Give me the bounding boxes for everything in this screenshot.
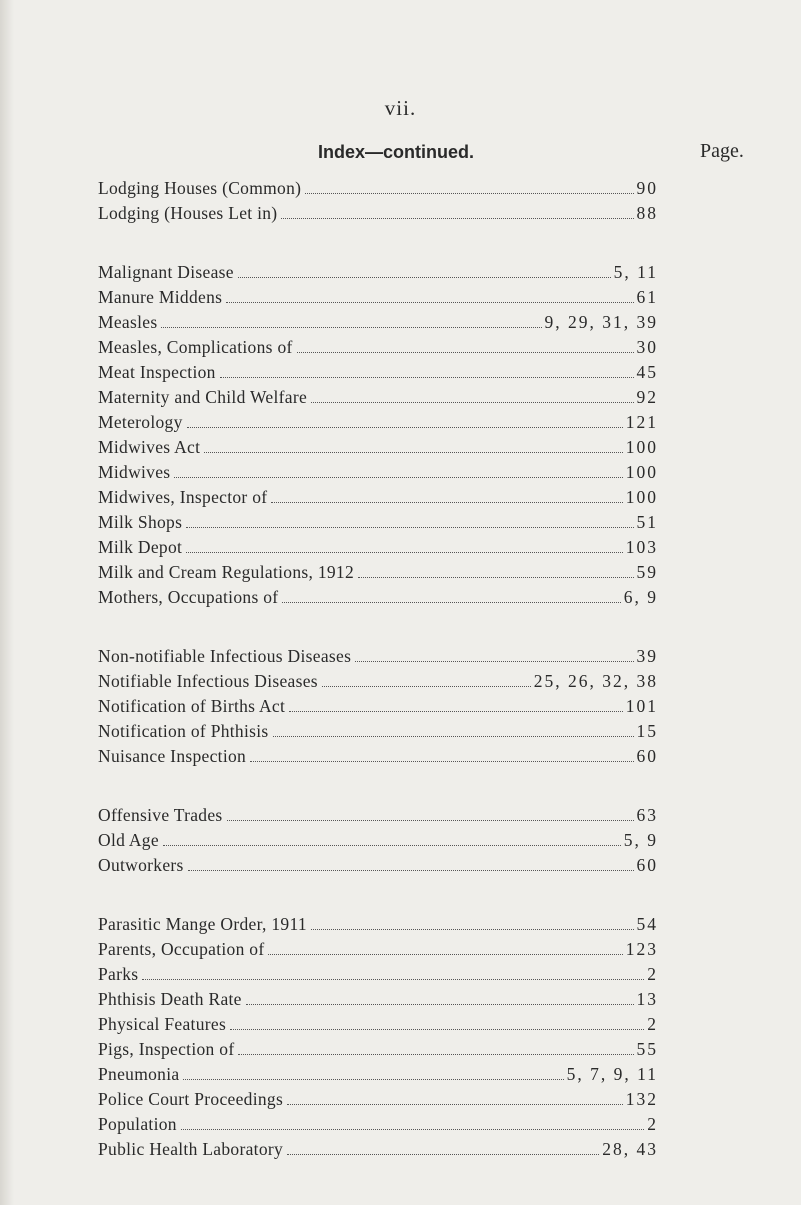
index-entry	[98, 437, 658, 462]
page-edge-shadow	[0, 0, 14, 1205]
index-entry	[98, 1089, 658, 1114]
entry-pages: 101	[625, 696, 658, 716]
entry-pages: 100	[625, 437, 658, 457]
entry-pages: 2	[647, 964, 658, 984]
entry-term: Notification of Phthisis	[98, 721, 269, 741]
index-entry	[98, 487, 658, 512]
index-heading: Index—continued.	[318, 142, 475, 162]
entry-pages: 88	[636, 203, 658, 223]
dot-leader	[268, 954, 622, 955]
entry-term: Notification of Births Act	[98, 696, 286, 716]
entry-pages: 51	[636, 512, 658, 532]
index-entry	[98, 562, 658, 587]
index-entry	[98, 939, 658, 964]
index-entry	[98, 587, 658, 612]
index-entry	[98, 1039, 658, 1064]
dot-leader	[230, 1029, 644, 1030]
index-entry	[98, 362, 658, 387]
entry-pages: 45	[636, 362, 658, 382]
index-entry	[98, 262, 658, 287]
entry-term: Measles, Complications of	[98, 337, 293, 357]
entry-pages: 28, 43	[602, 1139, 658, 1159]
dot-leader	[305, 193, 633, 194]
entry-pages: 60	[636, 855, 658, 875]
dot-leader	[281, 218, 633, 219]
index-entry	[98, 805, 658, 830]
dot-leader	[181, 1129, 644, 1130]
index-entry	[98, 512, 658, 537]
entry-term: Manure Middens	[98, 287, 223, 307]
dot-leader	[238, 277, 611, 278]
index-entry	[98, 964, 658, 989]
entry-pages: 30	[636, 337, 658, 357]
dot-leader	[186, 527, 633, 528]
entry-term: Population	[98, 1114, 177, 1134]
dot-leader	[287, 1104, 623, 1105]
index-entry	[98, 721, 658, 746]
entry-pages: 9, 29, 31, 39	[544, 312, 658, 332]
index-entry	[98, 1014, 658, 1039]
dot-leader	[188, 870, 634, 871]
entry-pages: 5, 7, 9, 11	[566, 1064, 658, 1084]
entry-term: Milk Shops	[98, 512, 183, 532]
index-entry	[98, 646, 658, 671]
entry-pages: 92	[636, 387, 658, 407]
entry-term: Meat Inspection	[98, 362, 216, 382]
index-group	[98, 646, 658, 771]
dot-leader	[227, 820, 634, 821]
entry-term: Notifiable Infectious Diseases	[98, 671, 318, 691]
dot-leader	[204, 452, 622, 453]
entry-pages: 5, 11	[613, 262, 658, 282]
entry-term: Malignant Disease	[98, 262, 234, 282]
dot-leader	[289, 711, 623, 712]
entry-pages: 60	[636, 746, 658, 766]
entry-pages: 54	[636, 914, 658, 934]
entry-pages: 2	[647, 1014, 658, 1034]
index-entry	[98, 914, 658, 939]
entry-pages: 132	[625, 1089, 658, 1109]
entry-pages: 100	[625, 487, 658, 507]
entry-pages: 59	[636, 562, 658, 582]
entry-term: Nuisance Inspection	[98, 746, 247, 766]
entry-term: Old Age	[98, 830, 159, 850]
group-separator	[98, 612, 658, 646]
index-entry	[98, 337, 658, 362]
group-separator	[98, 771, 658, 805]
index-entry	[98, 1064, 658, 1089]
entry-pages: 25, 26, 32, 38	[533, 671, 658, 691]
entry-pages: 39	[636, 646, 658, 666]
index-entry	[98, 1139, 658, 1164]
dot-leader	[273, 736, 634, 737]
dot-leader	[183, 1079, 563, 1080]
index-group	[98, 178, 658, 228]
entry-term: Milk Depot	[98, 537, 183, 557]
dot-leader	[355, 661, 633, 662]
index-entry	[98, 203, 658, 228]
index-entry	[98, 830, 658, 855]
entry-pages: 6, 9	[623, 587, 658, 607]
entry-term: Parks	[98, 964, 139, 984]
dot-leader	[220, 377, 634, 378]
entry-term: Mothers, Occupations of	[98, 587, 279, 607]
entry-pages: 123	[625, 939, 658, 959]
entry-pages: 90	[636, 178, 658, 198]
entry-term: Public Health Laboratory	[98, 1139, 284, 1159]
entry-term: Measles	[98, 312, 158, 332]
entry-pages: 63	[636, 805, 658, 825]
entry-term: Police Court Proceedings	[98, 1089, 284, 1109]
index-group	[98, 914, 658, 1164]
index-group	[98, 805, 658, 880]
index-entry	[98, 671, 658, 696]
entry-term: Pigs, Inspection of	[98, 1039, 235, 1059]
entry-pages: 61	[636, 287, 658, 307]
dot-leader	[271, 502, 622, 503]
entry-term: Lodging (Houses Let in)	[98, 203, 278, 223]
dot-leader	[358, 577, 633, 578]
entry-term: Parasitic Mange Order, 1911	[98, 914, 307, 934]
index-entries	[98, 178, 658, 1164]
entry-term: Midwives Act	[98, 437, 201, 457]
dot-leader	[142, 979, 644, 980]
dot-leader	[238, 1054, 633, 1055]
entry-pages: 15	[636, 721, 658, 741]
page-number: vii.	[384, 96, 417, 120]
index-entry	[98, 412, 658, 437]
index-entry	[98, 387, 658, 412]
index-entry	[98, 462, 658, 487]
entry-pages: 13	[636, 989, 658, 1009]
index-entry	[98, 989, 658, 1014]
page-column-heading: Page.	[700, 140, 744, 162]
group-separator	[98, 880, 658, 914]
entry-pages: 2	[647, 1114, 658, 1134]
index-group	[98, 262, 658, 612]
entry-term: Physical Features	[98, 1014, 227, 1034]
entry-term: Phthisis Death Rate	[98, 989, 242, 1009]
dot-leader	[311, 929, 634, 930]
entry-term: Pneumonia	[98, 1064, 180, 1084]
entry-pages: 55	[636, 1039, 658, 1059]
entry-term: Midwives, Inspector of	[98, 487, 268, 507]
index-entry	[98, 312, 658, 337]
dot-leader	[186, 552, 623, 553]
index-entry	[98, 537, 658, 562]
entry-term: Maternity and Child Welfare	[98, 387, 308, 407]
index-entry	[98, 287, 658, 312]
dot-leader	[287, 1154, 599, 1155]
entry-pages: 121	[625, 412, 658, 432]
dot-leader	[187, 427, 623, 428]
entry-term: Meterology	[98, 412, 183, 432]
entry-pages: 103	[625, 537, 658, 557]
group-separator	[98, 228, 658, 262]
dot-leader	[311, 402, 633, 403]
dot-leader	[282, 602, 620, 603]
dot-leader	[322, 686, 531, 687]
entry-term: Midwives	[98, 462, 171, 482]
index-entry	[98, 855, 658, 880]
dot-leader	[246, 1004, 634, 1005]
entry-term: Parents, Occupation of	[98, 939, 265, 959]
entry-term: Offensive Trades	[98, 805, 223, 825]
entry-pages: 5, 9	[623, 830, 658, 850]
entry-term: Lodging Houses (Common)	[98, 178, 302, 198]
dot-leader	[297, 352, 634, 353]
dot-leader	[161, 327, 541, 328]
index-entry	[98, 1114, 658, 1139]
index-entry	[98, 696, 658, 721]
dot-leader	[250, 761, 633, 762]
entry-pages: 100	[625, 462, 658, 482]
entry-term: Non-notifiable Infectious Diseases	[98, 646, 352, 666]
entry-term: Outworkers	[98, 855, 184, 875]
index-entry	[98, 178, 658, 203]
dot-leader	[174, 477, 622, 478]
dot-leader	[163, 845, 621, 846]
index-entry	[98, 746, 658, 771]
entry-term: Milk and Cream Regulations, 1912	[98, 562, 355, 582]
dot-leader	[226, 302, 633, 303]
